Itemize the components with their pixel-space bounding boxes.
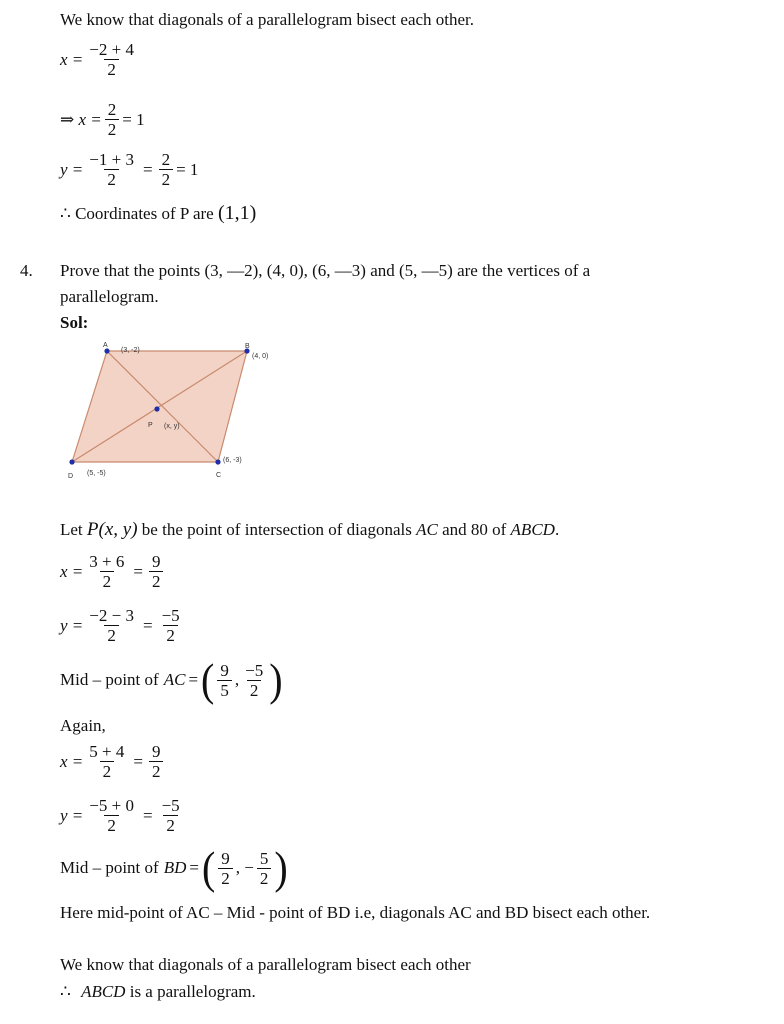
denominator: 2 — [159, 169, 174, 189]
numerator: 3 + 6 — [89, 552, 125, 571]
let-prefix: Let — [60, 520, 83, 539]
numerator: 2 — [161, 150, 171, 169]
let-text1: be the point of intersection of diagonals — [141, 520, 412, 539]
label-c: C — [216, 472, 222, 479]
numerator: 9 — [220, 660, 229, 680]
equation-x-ac — [60, 552, 166, 591]
denominator: 2 — [104, 59, 119, 79]
equals-sign: = — [142, 159, 153, 179]
numerator: 2 — [107, 100, 117, 119]
coord-p: (x, y) — [164, 423, 180, 430]
label-d: D — [68, 473, 74, 480]
question-number: 4. — [20, 261, 33, 280]
coord-b: (4, 0) — [252, 353, 269, 360]
question-text-line2: parallelogram. — [60, 287, 159, 306]
equals-sign: = — [133, 751, 143, 771]
eq-rhs: = 1 — [122, 109, 145, 129]
fraction — [217, 661, 232, 700]
fraction — [86, 552, 127, 591]
know-text: We know that diagonals of a parallelogram bisect each other — [60, 955, 471, 974]
here-text: Here mid-point of AC – Mid - point of BD i.e, diagonals AC and BD bisect each other. — [60, 903, 651, 922]
coord-d: (5, -5) — [87, 470, 106, 477]
fraction — [149, 742, 164, 781]
fraction — [242, 661, 266, 700]
equation-x-midpoint — [60, 40, 140, 79]
fraction — [159, 150, 174, 189]
let-end: . — [554, 520, 560, 539]
midpoint-bd-line: Mid – point of BD = ( $\frac{9}{2}$ , − $\frac{5}{2}$ ) — [60, 841, 288, 894]
midpoint-name: AC — [163, 670, 186, 689]
label-a: A — [103, 342, 108, 349]
parallelogram-figure — [60, 338, 280, 488]
denominator: 5 — [217, 680, 232, 700]
equation-y-bd — [60, 796, 186, 835]
let-statement — [60, 519, 559, 541]
equals-sign: = — [189, 858, 199, 877]
conclusion-text: ∴ Coordinates of P are — [60, 204, 214, 223]
denominator: 2 — [149, 571, 164, 591]
sol-label: Sol: — [60, 313, 89, 332]
eq-lhs: x = — [60, 49, 84, 69]
coord-a: (3, -2) — [121, 347, 140, 354]
fraction — [86, 742, 127, 781]
fraction — [86, 150, 137, 189]
fraction — [257, 849, 272, 888]
midpoint-name: BD — [163, 858, 187, 877]
numerator: −5 — [161, 606, 180, 625]
fraction — [218, 849, 233, 888]
fraction — [86, 796, 137, 835]
denominator: 2 — [100, 571, 115, 591]
fraction — [149, 552, 164, 591]
equals-sign: = — [133, 561, 143, 581]
denominator: 2 — [257, 868, 272, 888]
point-a — [104, 348, 109, 353]
eq-lhs: y = — [60, 615, 84, 635]
equation-x-bd — [60, 742, 166, 781]
denominator: 2 — [100, 761, 115, 781]
conclusion-coords: (1,1) — [217, 202, 257, 224]
coord-c: (6, -3) — [223, 457, 242, 464]
eq-lhs: y = — [60, 159, 84, 179]
numerator: −5 — [161, 796, 180, 815]
denominator: 2 — [105, 119, 120, 139]
numerator: −2 + 4 — [89, 40, 134, 59]
equation-y-ac — [60, 606, 186, 645]
denominator: 2 — [163, 815, 178, 835]
numerator: 9 — [151, 552, 161, 571]
point-d — [69, 459, 74, 464]
let-text2: and 80 of — [442, 520, 507, 539]
numerator: 9 — [221, 848, 230, 868]
numerator: −2 − 3 — [89, 606, 134, 625]
final-text: is a parallelogram. — [129, 982, 256, 1001]
denominator: 2 — [104, 815, 119, 835]
numerator: 5 + 4 — [89, 742, 125, 761]
eq-lhs: x = — [60, 561, 84, 581]
denominator: 2 — [218, 868, 233, 888]
comma: , − — [235, 858, 254, 877]
therefore-symbol: ∴ — [60, 982, 71, 1001]
let-ac: AC — [416, 520, 438, 539]
numerator: −1 + 3 — [89, 150, 134, 169]
fraction — [159, 606, 183, 645]
equation-x-result — [60, 100, 145, 139]
denominator: 2 — [104, 625, 119, 645]
fraction — [86, 606, 137, 645]
numerator: −5 — [245, 660, 264, 680]
point-p — [154, 406, 159, 411]
intro-text: We know that diagonals of a parallelogram bisect each other. — [60, 10, 475, 29]
midpoint-ac-line: Mid – point of AC = ( $\frac{9}{5}$ , $\frac{-5}{2}$ ) — [60, 653, 283, 706]
eq-rhs: = 1 — [176, 159, 199, 179]
denominator: 2 — [247, 680, 262, 700]
denominator: 2 — [163, 625, 178, 645]
denominator: 2 — [149, 761, 164, 781]
denominator: 2 — [104, 169, 119, 189]
fraction — [105, 100, 120, 139]
label-b: B — [245, 343, 250, 350]
equals-sign: = — [142, 805, 153, 825]
let-abcd: ABCD — [510, 520, 555, 539]
midpoint-prefix: Mid – point of — [60, 670, 159, 689]
midpoint-prefix: Mid – point of — [60, 858, 159, 877]
conclusion-line — [60, 202, 256, 225]
comma: , — [234, 670, 240, 689]
fraction — [86, 40, 137, 79]
let-point-xy: (x, y) — [98, 519, 138, 540]
equals-sign: = — [188, 670, 199, 689]
numerator: −5 + 0 — [89, 796, 134, 815]
numerator: 9 — [151, 742, 161, 761]
numerator: 5 — [259, 848, 269, 868]
let-point-p: P — [86, 519, 99, 540]
question-text-line1: Prove that the points (3, —2), (4, 0), (6, —3) and (5, —5) are the vertices of a — [60, 261, 591, 280]
equation-y-midpoint — [60, 150, 198, 189]
label-p: P — [148, 422, 153, 429]
again-text: Again, — [60, 716, 106, 735]
final-name: ABCD — [81, 982, 126, 1001]
equals-sign: = — [142, 615, 153, 635]
eq-lhs: x = — [60, 751, 84, 771]
fraction — [159, 796, 183, 835]
eq-lhs: y = — [60, 805, 84, 825]
eq-lhs: ⇒ x = — [60, 109, 102, 129]
point-c — [215, 459, 220, 464]
final-conclusion — [60, 982, 256, 1002]
